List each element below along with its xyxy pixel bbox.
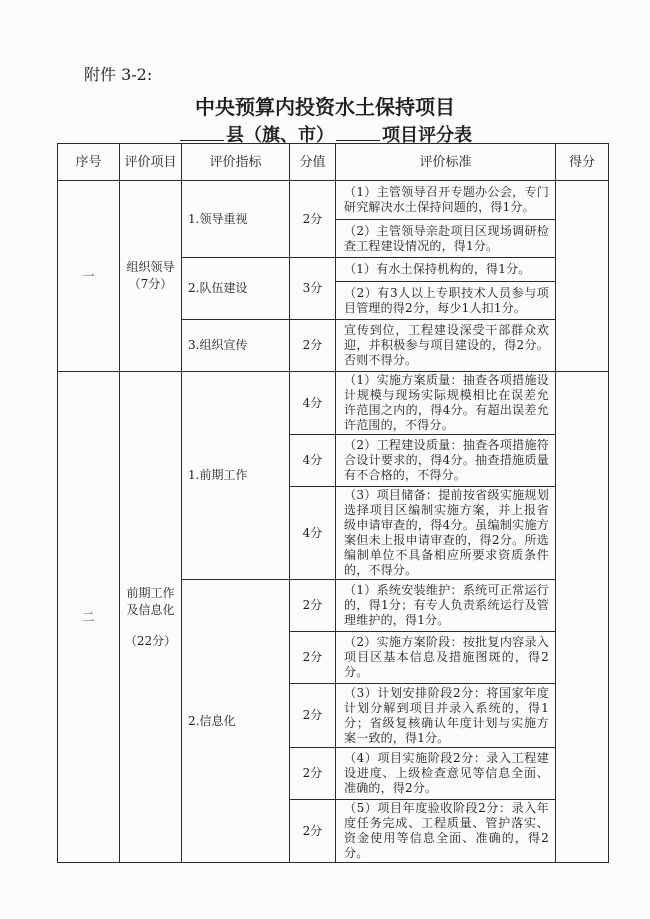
section-2-no: 二 bbox=[58, 372, 120, 863]
score-1-2: 3分 bbox=[290, 258, 336, 320]
criteria-2-2-3: （3）计划安排阶段2分：将国家年度计划分解到项目并录入系统的，得1分；省级复核确认年度计划与实施方案一致的，得1分。 bbox=[336, 684, 556, 748]
score-2-1-3: 4分 bbox=[290, 487, 336, 580]
score-1-1: 2分 bbox=[290, 181, 336, 258]
header-got: 得分 bbox=[556, 144, 609, 181]
got-section-2[interactable] bbox=[556, 372, 609, 863]
annex-label: 附件 3-2: bbox=[84, 65, 153, 84]
header-item: 评价项目 bbox=[120, 144, 182, 181]
header-row bbox=[58, 144, 609, 181]
criteria-2-2-1: （1）系统安装维护：系统可正常运行的，得1分；有专人负责系统运行及管理维护的，得1分。 bbox=[336, 580, 556, 632]
score-2-2-1: 2分 bbox=[290, 580, 336, 632]
indicator-1-1: 1.领导重视 bbox=[182, 181, 290, 258]
criteria-1-2-1: （1）有水土保持机构的，得1分。 bbox=[336, 258, 556, 282]
header-no: 序号 bbox=[58, 144, 120, 181]
score-2-2-5: 2分 bbox=[290, 800, 336, 863]
table-row bbox=[58, 372, 609, 435]
criteria-2-1-2: （2）工程建设质量：抽查各项措施符合设计要求的，得4分。抽查措施质量有不合格的，不得分。 bbox=[336, 435, 556, 487]
criteria-2-2-2: （2）实施方案阶段：按批复内容录入项目区基本信息及措施图斑的，得2分。 bbox=[336, 632, 556, 684]
got-section-1[interactable] bbox=[556, 181, 609, 372]
header-criteria: 评价标准 bbox=[336, 144, 556, 181]
criteria-2-1-3: （3）项目储备：提前按省级实施规划选择项目区编制实施方案，并上报省级申请审查的，得4分。虽编制实施方案但未上报申请审查的，得2分。所选编制单位不具备相应所要求资质条件的，不得分。 bbox=[336, 487, 556, 580]
county-blank bbox=[180, 139, 224, 141]
section-1-no: 一 bbox=[58, 181, 120, 372]
criteria-2-1-1: （1）实施方案质量：抽查各项措施设计规模与现场实际规模相比在误差允许范围之内的，得4分。有超出误差允许范围的，不得分。 bbox=[336, 372, 556, 435]
section-2-item-line2: 及信息化 bbox=[126, 602, 175, 617]
criteria-2-2-5: （5）项目年度验收阶段2分：录入年度任务完成、工程质量、管护落实、资金使用等信息全面、准确的，得2分。 bbox=[336, 800, 556, 863]
score-2-2-3: 2分 bbox=[290, 684, 336, 748]
section-1-item bbox=[120, 181, 182, 372]
indicator-2-1: 1.前期工作 bbox=[182, 372, 290, 580]
header-indicator: 评价指标 bbox=[182, 144, 290, 181]
county-label: 县（旗、市） bbox=[226, 125, 334, 146]
subtitle-suffix: 项目评分表 bbox=[382, 125, 472, 146]
score-2-2-4: 2分 bbox=[290, 748, 336, 800]
table-row bbox=[58, 181, 609, 220]
criteria-1-1-2: （2）主管领导亲赴项目区现场调研检查工程建设情况的，得1分。 bbox=[336, 220, 556, 258]
section-2-item bbox=[120, 372, 182, 863]
score-2-2-2: 2分 bbox=[290, 632, 336, 684]
score-1-3: 2分 bbox=[290, 320, 336, 372]
score-2-1-1: 4分 bbox=[290, 372, 336, 435]
score-2-1-2: 4分 bbox=[290, 435, 336, 487]
score-table bbox=[57, 143, 609, 863]
indicator-1-3: 3.组织宣传 bbox=[182, 320, 290, 372]
criteria-1-3: 宣传到位，工程建设深受干部群众欢迎，并积极参与项目建设的，得2分。否则不得分。 bbox=[336, 320, 556, 372]
criteria-1-2-2: （2）有3人以上专职技术人员参与项目管理的得2分，每少1人扣1分。 bbox=[336, 282, 556, 320]
criteria-1-1-1: （1）主管领导召开专题办公会，专门研究解决水土保持问题的，得1分。 bbox=[336, 181, 556, 220]
criteria-2-2-4: （4）项目实施阶段2分：录入工程建设进度、上级检查意见等信息全面、准确的，得2分。 bbox=[336, 748, 556, 800]
section-1-item-line2: （7分） bbox=[128, 277, 173, 291]
header-score: 分值 bbox=[290, 144, 336, 181]
project-blank bbox=[336, 139, 380, 141]
indicator-1-2: 2.队伍建设 bbox=[182, 258, 290, 320]
section-2-item-line1: 前期工作 bbox=[126, 585, 175, 600]
document-title: 中央预算内投资水土保持项目 bbox=[195, 95, 455, 119]
indicator-2-2: 2.信息化 bbox=[182, 580, 290, 863]
section-2-item-line3: （22分） bbox=[124, 633, 177, 648]
section-1-item-line1: 组织领导 bbox=[126, 260, 175, 274]
